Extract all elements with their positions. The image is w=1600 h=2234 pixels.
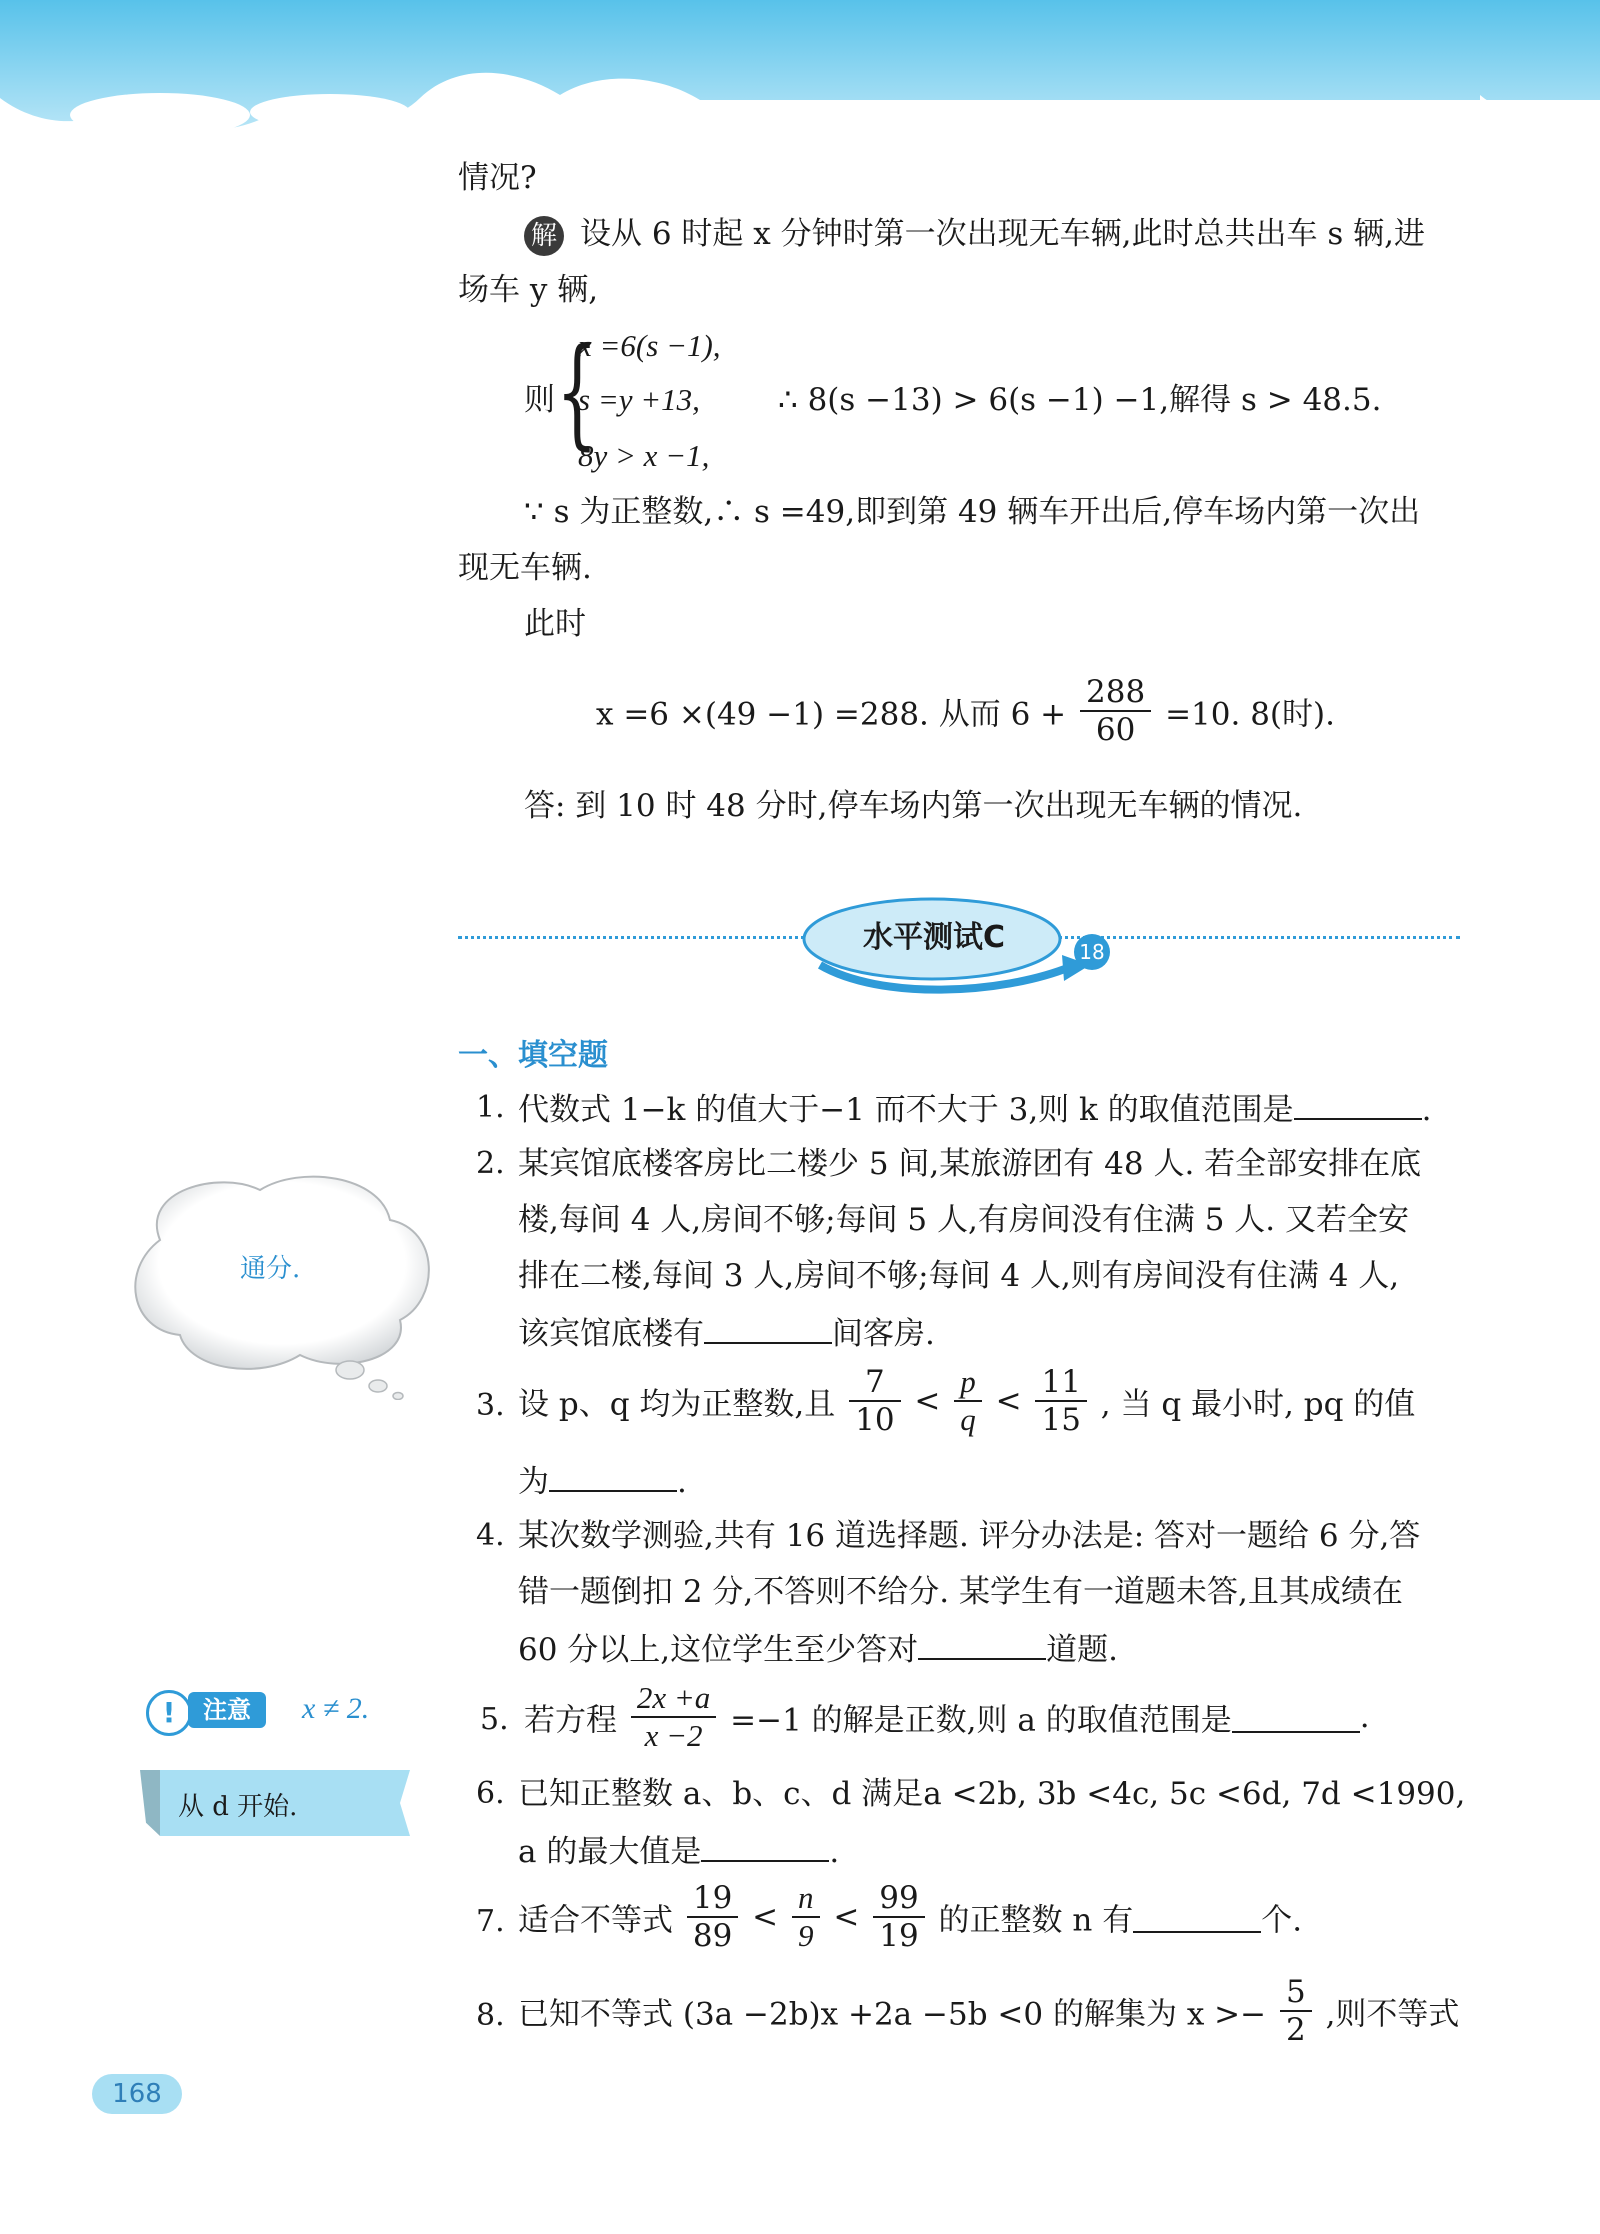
then-label: 则 xyxy=(524,382,555,418)
q2-line1: 某宾馆底楼客房比二楼少 5 间,某旅游团有 48 人. 若全部安排在底 xyxy=(518,1146,1422,1182)
q4-line3 xyxy=(518,1628,1118,1670)
q7-f3-num: 99 xyxy=(873,1880,924,1918)
q4-line3-start: 60 分以上,这位学生至少答对 xyxy=(518,1632,919,1668)
q7-f1-num: 19 xyxy=(687,1880,738,1918)
system-eq3: 8y > x −1, xyxy=(578,438,710,473)
q6-line1: 已知正整数 a、b、c、d 满足a <2b, 3b <4c, 5c <6d, 7d <1990, xyxy=(518,1776,1466,1812)
solution-answer: 答: 到 10 时 48 分时,停车场内第一次出现无车辆的情况. xyxy=(524,788,1303,824)
q3-f1-num: 7 xyxy=(849,1364,900,1402)
q3-fraction3 xyxy=(1035,1364,1086,1438)
system-brace: { xyxy=(556,323,598,462)
q7-f1-den: 89 xyxy=(692,1918,733,1954)
q4-line2: 错一题倒扣 2 分,不答则不给分. 某学生有一道题未答,且其成绩在 xyxy=(518,1574,1403,1610)
q6-end: . xyxy=(829,1834,840,1870)
solution-continued: 情况? xyxy=(458,160,537,196)
calc-line xyxy=(596,674,1335,748)
q7-fraction3 xyxy=(873,1880,924,1954)
q3-f2-den: q xyxy=(960,1402,976,1437)
thought-cloud-text: 通分. xyxy=(240,1254,301,1284)
q5-fraction xyxy=(631,1680,716,1754)
q8-fraction xyxy=(1280,1974,1312,2048)
q5-f-num: 2x +a xyxy=(631,1680,716,1718)
q8-end: ,则不等式 xyxy=(1325,1996,1460,2033)
q8-start: 已知不等式 (3a −2b)x +2a −5b <0 的解集为 x >− xyxy=(518,1996,1267,2033)
q8-f-num: 5 xyxy=(1280,1974,1312,2012)
tip-text: 从 d 开始. xyxy=(178,1792,298,1822)
q1-text xyxy=(518,1088,1432,1130)
q7-start: 适合不等式 xyxy=(518,1902,673,1939)
q7-fraction2 xyxy=(792,1880,820,1954)
q2-line2: 楼,每间 4 人,房间不够;每间 5 人,有房间没有住满 5 人. 又若全安 xyxy=(518,1202,1410,1238)
q3-lt2: < xyxy=(995,1383,1022,1419)
since-line2: 现无车辆. xyxy=(458,550,592,586)
q3-fraction2 xyxy=(954,1364,982,1438)
thought-cloud xyxy=(120,1170,440,1400)
q3-f2-num: p xyxy=(954,1364,982,1402)
q2-line3: 排在二楼,每间 3 人,房间不够;每间 4 人,则有房间没有住满 4 人, xyxy=(518,1258,1400,1294)
q6-line2 xyxy=(518,1830,839,1872)
banner-badge-number: 18 xyxy=(1079,940,1105,964)
since-line1: ∵ s 为正整数,∴ s =49,即到第 49 辆车开出后,停车场内第一次出 xyxy=(524,494,1421,530)
banner-dotted-left xyxy=(458,936,818,939)
q2-line4-start: 该宾馆底楼有 xyxy=(518,1316,704,1352)
q3-blank[interactable] xyxy=(549,1460,677,1492)
q1-number: 1. xyxy=(476,1090,505,1125)
note-icon: ! xyxy=(146,1690,192,1736)
q7-f2-den: 9 xyxy=(798,1918,814,1953)
q7-fraction1 xyxy=(687,1880,738,1954)
note-text: x ≠ 2. xyxy=(302,1692,370,1725)
calc-right: =10. 8(时). xyxy=(1165,696,1335,733)
system-eq2: s =y +13, xyxy=(578,382,700,417)
calc-denominator: 60 xyxy=(1095,712,1136,748)
q8-line xyxy=(518,1974,1459,2048)
system-eq1: x =6(s −1), xyxy=(578,328,721,363)
system-deduction: ∴ 8(s −13) > 6(s −1) −1,解得 s > 48.5. xyxy=(778,382,1382,418)
q5-line xyxy=(524,1680,1370,1754)
tip-ribbon-shadow xyxy=(140,1770,160,1836)
q3-f1-den: 10 xyxy=(855,1402,895,1438)
q5-blank[interactable] xyxy=(1232,1701,1360,1733)
q4-blank[interactable] xyxy=(918,1628,1046,1660)
q3-end: . xyxy=(677,1464,687,1500)
q2-line4 xyxy=(518,1312,935,1354)
calc-left: x =6 ×(49 −1) =288. 从而 6 + xyxy=(596,696,1067,733)
solution-badge-label: 解 xyxy=(530,221,557,251)
q7-lt2: < xyxy=(833,1899,860,1935)
q6-blank[interactable] xyxy=(701,1830,829,1862)
calc-numerator: 288 xyxy=(1080,674,1151,712)
banner-badge xyxy=(1074,934,1110,970)
q2-number: 2. xyxy=(476,1146,505,1181)
banner-title: 水平测试C xyxy=(862,920,1006,955)
q7-f2-num: n xyxy=(792,1880,820,1918)
solution-intro-line1: 设从 6 时起 x 分钟时第一次出现无车辆,此时总共出车 s 辆,进 xyxy=(580,216,1425,252)
q6-number: 6. xyxy=(476,1776,505,1811)
q2-blank[interactable] xyxy=(704,1312,832,1344)
calc-fraction xyxy=(1080,674,1151,748)
q7-middle: 的正整数 n 有 xyxy=(938,1902,1134,1939)
q2-line4-end: 间客房. xyxy=(832,1316,935,1352)
q3-lt1: < xyxy=(914,1383,941,1419)
q7-f3-den: 19 xyxy=(879,1918,919,1954)
q7-number: 7. xyxy=(476,1904,505,1939)
q8-f-den: 2 xyxy=(1285,2012,1306,2048)
q4-number: 4. xyxy=(476,1518,505,1553)
q8-number: 8. xyxy=(476,1998,505,2033)
q1-body: 代数式 1−k 的值大于−1 而不大于 3,则 k 的取值范围是 xyxy=(518,1092,1294,1128)
page-number: 168 xyxy=(112,2079,162,2109)
q5-end: . xyxy=(1359,1699,1370,1735)
q3-fraction1 xyxy=(849,1364,900,1438)
q7-blank[interactable] xyxy=(1133,1901,1261,1933)
solution-intro-line2: 场车 y 辆, xyxy=(458,272,599,308)
q5-number: 5. xyxy=(480,1702,509,1737)
q3-start: 设 p、q 均为正整数,且 xyxy=(518,1386,836,1423)
solution-badge xyxy=(524,216,564,256)
q3-line2 xyxy=(518,1460,687,1502)
q3-end-text: , 当 q 最小时, pq 的值 xyxy=(1100,1386,1416,1423)
q3-f3-den: 15 xyxy=(1041,1402,1081,1438)
note-label: 注意 xyxy=(203,1696,251,1724)
q3-f3-num: 11 xyxy=(1035,1364,1086,1402)
page-number-badge xyxy=(92,2074,182,2114)
q5-f-den: x −2 xyxy=(644,1718,703,1753)
q4-line3-end: 道题. xyxy=(1046,1632,1119,1668)
header-cloud-band xyxy=(0,0,1600,150)
at-this-time: 此时 xyxy=(524,606,586,642)
q3-wei: 为 xyxy=(518,1464,549,1500)
note-label-tag xyxy=(188,1692,266,1728)
fill-blank-heading: 一、填空题 xyxy=(458,1038,608,1073)
q1-blank[interactable] xyxy=(1294,1088,1422,1120)
q1-end: . xyxy=(1421,1092,1432,1128)
q3-line1 xyxy=(518,1364,1415,1438)
q6-line2-start: a 的最大值是 xyxy=(518,1834,702,1870)
q7-lt1: < xyxy=(752,1899,779,1935)
q5-start: 若方程 xyxy=(524,1702,617,1739)
q7-end: 个. xyxy=(1261,1902,1303,1939)
q5-middle: =−1 的解是正数,则 a 的取值范围是 xyxy=(730,1702,1232,1739)
q3-number: 3. xyxy=(476,1388,505,1423)
q7-line xyxy=(518,1880,1302,1954)
q4-line1: 某次数学测验,共有 16 道选择题. 评分办法是: 答对一题给 6 分,答 xyxy=(518,1518,1421,1554)
